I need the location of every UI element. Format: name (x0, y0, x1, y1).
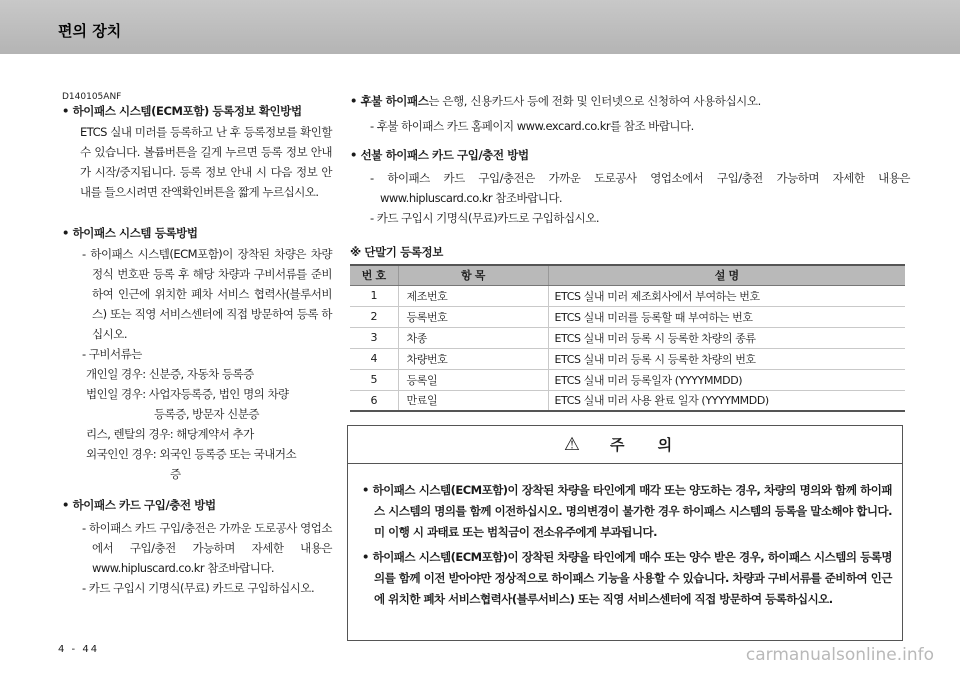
prepaid-heading: • 선불 하이패스 카드 구입/충전 방법 (350, 146, 910, 164)
cell-number: 1 (350, 285, 398, 306)
prepaid-note: - 카드 구입시 기명식(무료)카드로 구입하십시오. (370, 211, 599, 225)
cell-item: 제조번호 (398, 285, 548, 306)
header-bar (0, 0, 960, 54)
cell-number: 2 (350, 306, 398, 327)
registration-info-table (350, 264, 905, 412)
col-header-item: 항 목 (398, 265, 548, 285)
section-title: 편의 장치 (58, 22, 122, 40)
docs-corporate: 법인일 경우: 사업자등록증, 법인 명의 차량 (86, 387, 289, 401)
cell-item: 만료일 (398, 390, 548, 411)
cell-number: 4 (350, 348, 398, 369)
table-row (350, 285, 905, 306)
table-row (350, 390, 905, 411)
prepaid-text: - 하이패스 카드 구입/충전은 가까운 도로공사 영업소에서 구입/충전 가능하며 자세한 내용은 www.hipluscard.co.kr 참조바랍니다. (370, 171, 910, 205)
caution-body (348, 464, 902, 610)
table-row (350, 327, 905, 348)
caution-item: • 하이패스 시스템(ECM포함)이 장착된 차량을 타인에게 매각 또는 양도하는 경우, 차량의 명의와 함께 하이패스 시스템의 명의를 함께 이전하십시오. 명의변경이 불가한 경우 하이패스 시스템의 등록을 말소해야 합니다. 미 이행 시 과태료 또는 범칙금이 전소유주에게 부과됩니다. (362, 480, 892, 543)
cell-number: 6 (350, 390, 398, 411)
col-header-number: 번 호 (350, 265, 398, 285)
cell-description: ETCS 실내 미러 등록일자 (YYYYMMDD) (548, 369, 905, 390)
page-number: 4 - 44 (58, 644, 100, 655)
cell-description: ETCS 실내 미러를 등록할 때 부여하는 번호 (548, 306, 905, 327)
docs-corporate-cont: 등록증, 방문자 신분증 (154, 407, 259, 421)
caution-box (347, 425, 903, 641)
postpaid-text: 는 은행, 신용카드사 등에 전화 및 인터넷으로 신청하여 사용하십시오. (428, 94, 761, 108)
cell-item: 차종 (398, 327, 548, 348)
cell-item: 차량번호 (398, 348, 548, 369)
col-header-description: 설 명 (548, 265, 905, 285)
cell-number: 5 (350, 369, 398, 390)
card-purchase-note: - 카드 구입시 기명식(무료) 카드로 구입하십시오. (82, 581, 315, 595)
caution-item: • 하이패스 시스템(ECM포함)이 장착된 차량을 타인에게 매수 또는 양수 받은 경우, 하이패스 시스템의 등록명의를 함께 이전 받아야만 정상적으로 하이패스 기능을 사용할 수 있습니다. 차량과 구비서류를 준비하여 인근에 위치한 폐차 서비스협력사(블루서비스) 또는 직영 서비스센터에 직접 방문하여 등록하십시오. (362, 547, 892, 610)
cell-item: 등록번호 (398, 306, 548, 327)
left-column (62, 102, 332, 598)
cell-description: ETCS 실내 미러 등록 시 등록한 차량의 종류 (548, 327, 905, 348)
cell-number: 3 (350, 327, 398, 348)
docs-foreigner-cont: 증 (170, 467, 181, 481)
card-purchase-heading: • 하이패스 카드 구입/충전 방법 (62, 496, 332, 514)
postpaid-note: - 후불 하이패스 카드 홈페이지 www.excard.co.kr를 참조 바랍니다. (370, 119, 694, 133)
postpaid-label: 후불 하이패스 (360, 94, 429, 108)
right-column (350, 92, 910, 412)
cell-item: 등록일 (398, 369, 548, 390)
table-row (350, 348, 905, 369)
docs-foreigner: 외국인인 경우: 외국인 등록증 또는 국내거소 (86, 447, 297, 461)
docs-individual: 개인일 경우: 신분증, 자동차 등록증 (86, 367, 254, 381)
cell-description: ETCS 실내 미러 제조회사에서 부여하는 번호 (548, 285, 905, 306)
registration-method-heading: • 하이패스 시스템 등록방법 (62, 224, 332, 242)
registration-info-heading: • 하이패스 시스템(ECM포함) 등록정보 확인방법 (62, 102, 332, 120)
caution-title: 주 의 (609, 436, 687, 454)
docs-lease: 리스, 렌탈의 경우: 해당계약서 추가 (86, 427, 254, 441)
table-row (350, 306, 905, 327)
registration-info-body: ETCS 실내 미러를 등록하고 난 후 등록정보를 확인할 수 있습니다. 볼륨버튼을 길게 누르면 등록 정보 안내가 시작/중지됩니다. 등록 정보 안내 시 다음 정보 안내를 들으시려면 잔액확인버튼을 짧게 누르십시오. (80, 125, 332, 199)
card-purchase-text: - 하이패스 카드 구입/충전은 가까운 도로공사 영업소에서 구입/충전 가능하며 자세한 내용은 www.hipluscard.co.kr 참조바랍니다. (82, 521, 332, 575)
cell-description: ETCS 실내 미러 등록 시 등록한 차량의 번호 (548, 348, 905, 369)
table-title: ※ 단말기 등록정보 (350, 245, 443, 259)
document-code: D140105ANF (62, 92, 122, 102)
required-docs-label: - 구비서류는 (82, 347, 142, 361)
warning-icon: ⚠ (563, 434, 580, 455)
caution-header (348, 426, 902, 464)
registration-method-text: - 하이패스 시스템(ECM포함)이 장착된 차량은 차량 정식 번호판 등록 후 해당 차량과 구비서류를 준비하여 인근에 위치한 폐차 서비스 협력사(블루서비스) 또는 직영 서비스센터에 직접 방문하여 등록 하십시오. (82, 247, 332, 341)
watermark: carmanualsonline.info (745, 645, 934, 665)
table-row (350, 369, 905, 390)
cell-description: ETCS 실내 미러 사용 완료 일자 (YYYYMMDD) (548, 390, 905, 411)
postpaid-heading (350, 92, 910, 110)
